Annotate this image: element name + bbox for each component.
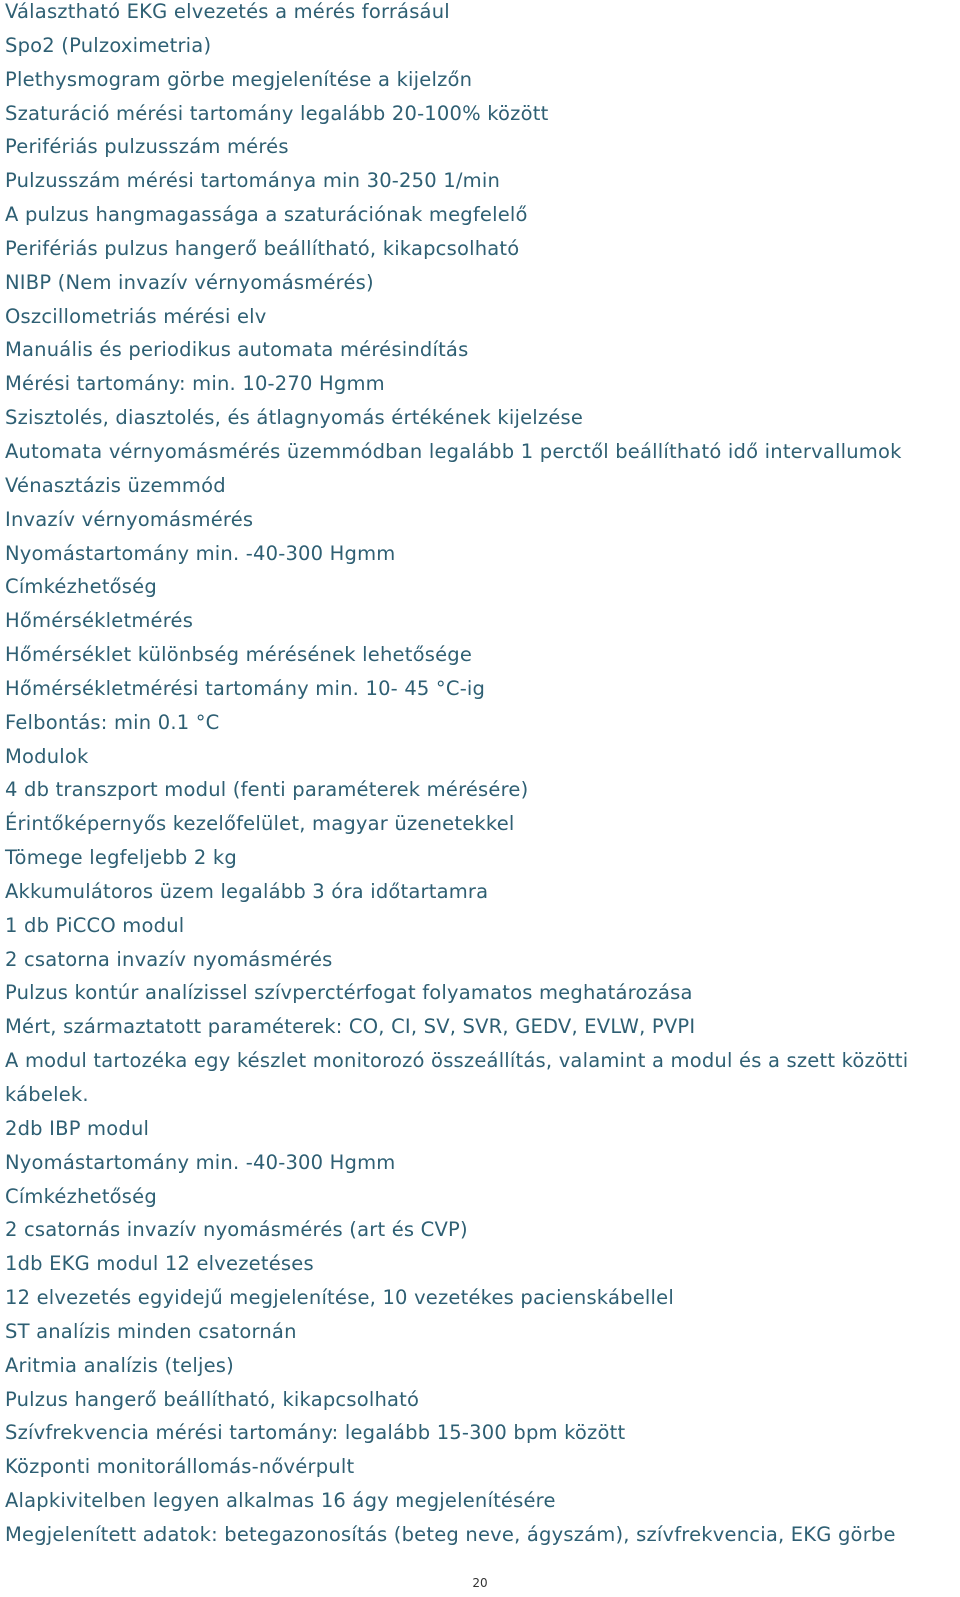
doc-line: Pulzus kontúr analízissel szívperctérfogat folyamatos meghatározása (5, 981, 693, 1005)
doc-line: Invazív vérnyomásmérés (5, 507, 254, 531)
doc-line: Plethysmogram görbe megjelenítése a kijelzőn (5, 67, 473, 91)
doc-line: Hőmérséklet különbség mérésének lehetősége (5, 643, 473, 667)
doc-line: A pulzus hangmagassága a szaturációnak megfelelő (5, 203, 528, 227)
doc-line: Hőmérsékletmérési tartomány min. 10- 45 °C-ig (5, 676, 486, 700)
doc-line: Perifériás pulzusszám mérés (5, 135, 289, 159)
doc-line: Automata vérnyomásmérés üzemmódban legalább 1 perctől beállítható idő intervallumok (5, 439, 902, 463)
document-body (5, 0, 955, 1557)
doc-line: Címkézhetőség (5, 575, 157, 599)
doc-line: Szaturáció mérési tartomány legalább 20-100% között (5, 101, 549, 125)
doc-line: Pulzus hangerő beállítható, kikapcsolható (5, 1387, 420, 1411)
doc-line: Aritmia analízis (teljes) (5, 1353, 234, 1377)
doc-line: Szisztolés, diasztolés, és átlagnyomás értékének kijelzése (5, 406, 584, 430)
doc-line: Vénasztázis üzemmód (5, 473, 226, 497)
doc-line: A modul tartozéka egy készlet monitorozó összeállítás, valamint a modul és a szett közötti (5, 1049, 909, 1073)
doc-line: 2 csatorna invazív nyomásmérés (5, 947, 333, 971)
doc-line: Felbontás: min 0.1 °C (5, 710, 220, 734)
doc-line: Központi monitorállomás-nővérpult (5, 1455, 355, 1479)
doc-line: 1db EKG modul 12 elvezetéses (5, 1252, 314, 1276)
doc-line: Mért, származtatott paraméterek: CO, CI, SV, SVR, GEDV, EVLW, PVPI (5, 1015, 696, 1039)
doc-line: Spo2 (Pulzoximetria) (5, 33, 212, 57)
doc-line: 2db IBP modul (5, 1116, 150, 1140)
page-number: 20 (472, 1576, 488, 1590)
doc-line: Oszcillometriás mérési elv (5, 304, 267, 328)
doc-line: kábelek. (5, 1083, 89, 1106)
doc-line: Alapkivitelben legyen alkalmas 16 ágy megjelenítésére (5, 1489, 556, 1513)
doc-line: Szívfrekvencia mérési tartomány: legalább 15-300 bpm között (5, 1421, 626, 1445)
doc-line: Hőmérsékletmérés (5, 609, 194, 633)
doc-line: Modulok (5, 744, 89, 768)
doc-line: Manuális és periodikus automata mérésindítás (5, 338, 469, 362)
doc-line: 12 elvezetés egyidejű megjelenítése, 10 vezetékes pacienskábellel (5, 1286, 674, 1310)
doc-line: Érintőképernyős kezelőfelület, magyar üzenetekkel (5, 812, 515, 836)
doc-line: Megjelenített adatok: betegazonosítás (beteg neve, ágyszám), szívfrekvencia, EKG görbe (5, 1522, 896, 1546)
doc-line: 4 db transzport modul (fenti paraméterek mérésére) (5, 778, 529, 802)
doc-line: Választható EKG elvezetés a mérés forrásául (5, 0, 450, 23)
doc-line: Mérési tartomány: min. 10-270 Hgmm (5, 372, 385, 396)
doc-line: ST analízis minden csatornán (5, 1319, 297, 1343)
doc-line: Tömege legfeljebb 2 kg (5, 846, 237, 870)
doc-line: Pulzusszám mérési tartománya min 30-250 1/min (5, 169, 501, 193)
doc-line: Címkézhetőség (5, 1184, 157, 1208)
doc-line: Nyomástartomány min. -40-300 Hgmm (5, 1150, 396, 1174)
doc-line: 2 csatornás invazív nyomásmérés (art és CVP) (5, 1218, 468, 1242)
doc-line: 1 db PiCCO modul (5, 913, 185, 937)
doc-line: Perifériás pulzus hangerő beállítható, kikapcsolható (5, 236, 520, 260)
doc-line: Nyomástartomány min. -40-300 Hgmm (5, 541, 396, 565)
doc-line: NIBP (Nem invazív vérnyomásmérés) (5, 270, 374, 294)
doc-line: Akkumulátoros üzem legalább 3 óra időtartamra (5, 879, 489, 903)
